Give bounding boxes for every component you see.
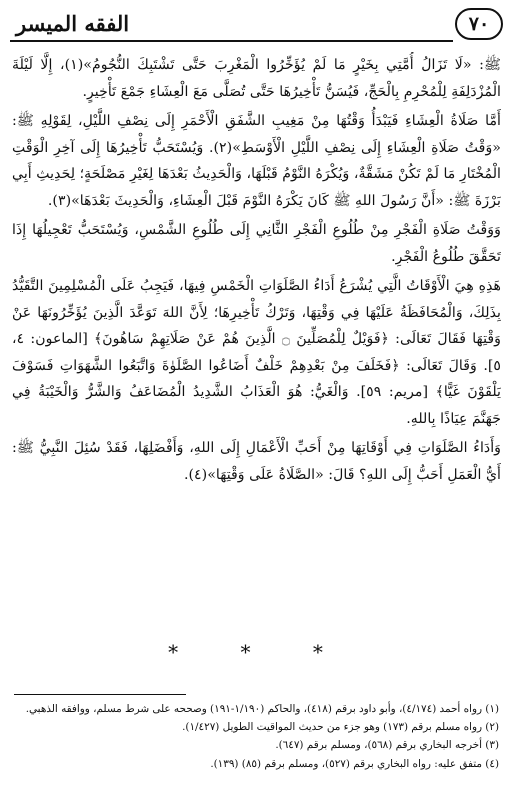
header-rule [10,40,453,42]
star-icon: * [240,640,273,664]
star-icon: * [312,640,345,664]
book-title: الفقه الميسر [16,11,130,36]
page-number: ٧٠ [455,8,503,40]
paragraph-isha: أَمَّا صَلَاةُ الْعِشَاءِ فَيَبْدَأُ وَقْتُهَا مِنْ مَغِيبِ الشَّفَقِ الْأَحْمَرِ إِلَى نِصْفِ اللَّيْلِ، لِقَوْلِهِ ﷺ: «وَقْتُ صَلَاةِ الْعِشَاءِ إِلَى نِصْفِ اللَّيْلِ الْأَوْسَطِ»(٢). وَيُسْتَحَبُّ تَأْخِيرُهَا إِلَى آخِرِ الْوَقْتِ الْمُخْتَارِ مَا لَمْ تَكُنْ مَشَقَّةٌ، وَيُكْرَهُ النَّوْمُ قَبْلَهَا، وَالْحَدِيثُ بَعْدَهَا لِغَيْرِ مَصْلَحَةٍ؛ لِحَدِيثِ أَبِي بَرْزَةَ ﷺ: «أَنَّ رَسُولَ اللهِ ﷺ كَانَ يَكْرَهُ النَّوْمَ قَبْلَ الْعِشَاءِ، وَالْحَدِيثَ بَعْدَهَا»(٣). [12,113,501,209]
paragraph-obligation: هَذِهِ هِيَ الْأَوْقَاتُ الَّتِي يُشْرَعُ أَدَاءُ الصَّلَوَاتِ الْخَمْسِ فِيهَا، فَيَجِبُ عَلَى الْمُسْلِمِينَ التَّقَيُّدُ بِذَلِكَ، وَالْمُحَافَظَةُ عَلَيْهَا فِي وَقْتِهَا، وَتَرْكُ تَأْخِيرِهَا؛ لِأَنَّ اللهَ تَوَعَّدَ الَّذِينَ يُؤَخِّرُونَهَا عَنْ وَقْتِهَا فَقَالَ تَعَالَى: ﴿فَوَيْلٌ لِلْمُصَلِّينَ ۝ الَّذِينَ هُمْ عَنْ صَلَاتِهِمْ سَاهُونَ﴾ [الماعون: ٤، ٥]. وَقَالَ تَعَالَى: ﴿فَخَلَفَ مِنْ بَعْدِهِمْ خَلْفٌ أَضَاعُوا الصَّلَوٰةَ وَاتَّبَعُوا الشَّهَوَاتِ فَسَوْفَ يَلْقَوْنَ غَيًّا﴾ [مريم: ٥٩]. وَالْغَيُّ: هُوَ الْعَذَابُ الشَّدِيدُ الْمُضَاعَفُ وَالشَّرُّ وَالْخَيْبَةُ فِي جَهَنَّمَ عِيَاذًا بِاللهِ. [12,278,501,427]
section-separator [0,640,513,664]
footnote-1: (١) رواه أحمد (٤/١٧٤)، وأبو داود برقم (٤١٨)، والحاكم (١/١٩٠-١٩١) وصححه على شرط مسلم، ووافقه الذهبي. [25,703,499,715]
footnote-2: (٢) رواه مسلم برقم (١٧٣) وهو جزء من حديث المواقيت الطويل (١/٤٢٧). [182,721,499,734]
footnote-3: (٣) أخرجه البخاري برقم (٥٦٨)، ومسلم برقم (٦٤٧). [275,739,499,752]
star-icon: * [168,640,201,664]
page-header [10,6,503,44]
paragraph-fajr: وَوَقْتُ صَلَاةِ الْفَجْرِ مِنْ طُلُوعِ الْفَجْرِ الثَّانِي إِلَى طُلُوعِ الشَّمْسِ، وَيُسْتَحَبُّ تَعْجِيلُهَا إِذَا تَحَقَّقَ طُلُوعُ الْفَجْرِ. [12,222,501,265]
paragraph-maghrib: ﷺ: «لَا تَزَالُ أُمَّتِي بِخَيْرٍ مَا لَمْ يُؤَخِّرُوا الْمَغْرِبَ حَتَّى تَشْتَبِكَ النُّجُومُ»(١)، إِلَّا لَيْلَةَ الْمُزْدَلِفَةِ لِلْمُحْرِمِ بِالْحَجِّ، فَيُسَنُّ تَأْخِيرُهَا حَتَّى تُصَلَّى مَعَ الْعِشَاءِ جَمْعَ تَأْخِيرٍ. [12,57,501,100]
footnotes [12,700,499,796]
footnote-rule [14,694,186,695]
main-text [12,52,501,628]
paragraph-virtue: وَأَدَاءُ الصَّلَوَاتِ فِي أَوْقَاتِهَا مِنْ أَحَبِّ الْأَعْمَالِ إِلَى اللهِ، وَأَفْضَلِهَا، فَقَدْ سُئِلَ النَّبِيُّ ﷺ: أَيُّ الْعَمَلِ أَحَبُّ إِلَى اللهِ؟ قَالَ: «الصَّلَاةُ عَلَى وَقْتِهَا»(٤). [12,440,501,483]
footnote-4: (٤) متفق عليه: رواه البخاري برقم (٥٢٧)، ومسلم برقم (٨٥) (١٣٩). [210,757,499,770]
